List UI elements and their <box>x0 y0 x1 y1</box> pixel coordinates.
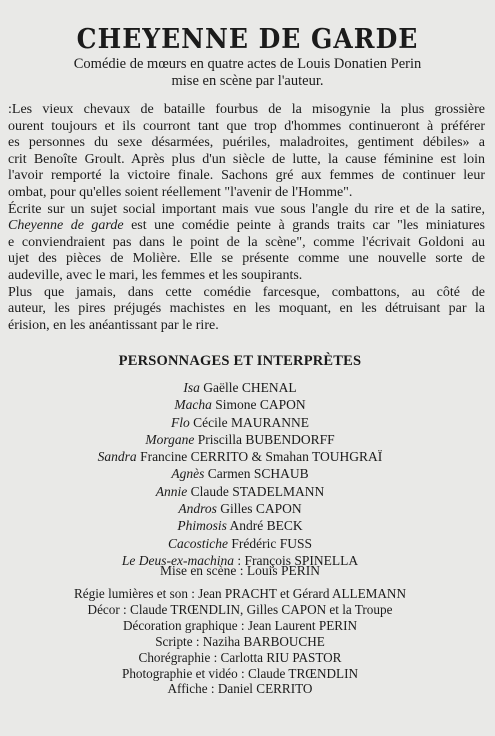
credit-line: Photographie et vidéo : Claude TRŒNDLIN <box>122 665 358 681</box>
cast-list <box>0 379 480 569</box>
body-line: :Les vieux chevaux de bataille fourbus de la misogynie la plus grossière <box>8 102 485 117</box>
credit-line: Régie lumières et son : Jean PRACHT et Gérard ALLEMANN <box>74 586 406 601</box>
role-name: Isa <box>183 380 200 395</box>
role-name: Sandra <box>97 449 137 465</box>
actor-name: Gilles CAPON <box>220 501 302 517</box>
role-name: Morgane <box>145 431 195 447</box>
subtitle <box>0 56 495 90</box>
subtitle-line: Comédie de mœurs en quatre actes de Louis Donatien Perin <box>73 56 422 72</box>
role-name: Flo <box>171 414 190 430</box>
role-name: Le Deus-ex-machina <box>121 552 234 568</box>
cast-heading: PERSONNAGES ET INTERPRÈTES <box>118 353 362 369</box>
role-name: Cacostiche <box>168 535 228 551</box>
presentation-text <box>8 102 485 334</box>
body-line: crit Benoîte Groult. Après plus d'un siècle de lutte, la cause féminine est loin <box>8 151 485 167</box>
cast-entry <box>0 535 480 552</box>
credit-line: Décoration graphique : Jean Laurent PERIN <box>122 617 357 633</box>
role-name: Macha <box>174 397 212 413</box>
cast-entry <box>0 396 480 413</box>
role-name: Phimosis <box>177 518 227 534</box>
actor-name: Claude STADELMANN <box>190 483 325 499</box>
body-line: auteur, les pires préjugés machistes en les moquant, en les détruisant par la <box>8 301 485 317</box>
body-line: Plus que jamais, dans cette comédie farcesque, combattons, au côté de <box>8 284 485 300</box>
body-line <box>8 218 485 235</box>
cast-entry <box>0 517 480 534</box>
body-line: es personnes du sexe désarmées, puériles, maladroites, gentiment débiles» a <box>8 135 485 151</box>
body-line: audeville, avec le mari, les femmes et les soupirants. <box>8 267 303 283</box>
cast-entry <box>0 483 480 500</box>
body-line: Écrite sur un sujet social important mais vue sous l'angle du rire et de la satire, <box>8 201 485 217</box>
cast-entry <box>0 448 480 465</box>
subtitle-line: mise en scène par l'auteur. <box>171 73 324 89</box>
cast-entry <box>0 379 480 396</box>
actor-name: Gaëlle CHENAL <box>203 380 297 395</box>
actor-name: Frédéric FUSS <box>231 535 312 551</box>
actor-name: Priscilla BUBENDORFF <box>197 431 335 447</box>
staging-credit: Mise en scène : Louis PERIN <box>159 563 321 578</box>
role-name: Andros <box>178 501 217 517</box>
body-line: érision, en les anéantissant par le rire. <box>8 317 219 333</box>
cast-entry <box>0 431 480 448</box>
role-name: Annie <box>155 483 188 499</box>
body-line: ourent toujours et ils courront tant que trop d'hommes continueront à préférer <box>8 118 485 134</box>
body-line-rest: est une comédie peinte à grands traits car "les miniatures <box>123 218 485 234</box>
credit-line: Scripte : Naziha BARBOUCHE <box>155 633 325 649</box>
play-title-italic: Cheyenne de garde <box>8 218 124 234</box>
credit-line: Chorégraphie : Carlotta RIU PASTOR <box>138 649 342 665</box>
body-line: ujet des pièces de Molière. Elle se présente comme une nouvelle sorte de <box>8 251 485 267</box>
crew-credits <box>0 586 480 697</box>
actor-name: Carmen SCHAUB <box>207 466 309 482</box>
body-line: l'avoir remporté la victoire finale. Sachons gré aux femmes de continuer leur <box>8 168 485 184</box>
actor-name: : François SPINELLA <box>237 552 359 568</box>
play-title: CHEYENNE DE GARDE <box>76 22 419 55</box>
body-line: ombat, pour qu'elles soient réellement "l'avenir de l'Homme". <box>8 184 353 200</box>
credit-line: Affiche : Daniel CERRITO <box>167 681 313 697</box>
cast-entry <box>0 500 480 517</box>
actor-name: Simone CAPON <box>215 397 306 413</box>
credit-line: Décor : Claude TRŒNDLIN, Gilles CAPON et la Troupe <box>87 601 393 617</box>
cast-entry <box>0 414 480 431</box>
role-name: Agnès <box>171 466 205 482</box>
actor-name: Cécile MAURANNE <box>193 414 309 430</box>
body-line: e conviendraient pas dans le point de la scène", comme l'écrivait Goldoni au <box>8 234 485 250</box>
actor-name: Francine CERRITO & Smahan TOUHGRAÏ <box>140 449 383 465</box>
cast-entry <box>0 465 480 482</box>
actor-name: André BECK <box>229 518 303 534</box>
